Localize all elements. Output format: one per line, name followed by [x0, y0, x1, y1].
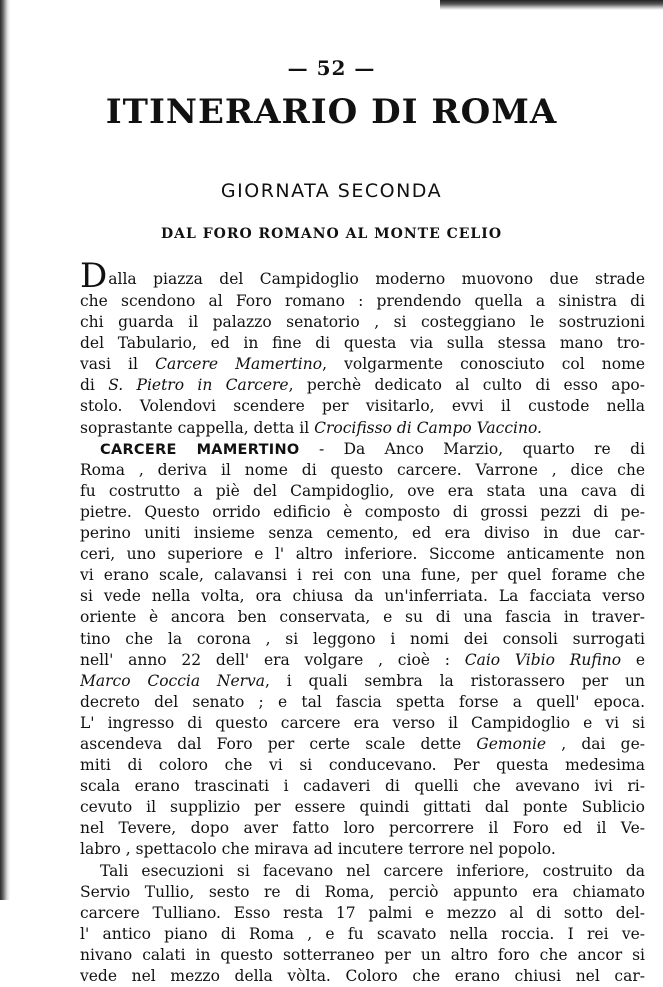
- page-number: — 52 —: [287, 56, 376, 80]
- text-line: Marco Coccia Nerva, i quali sembra la ristorassero per un: [80, 671, 645, 690]
- text-line: vi erano scale, calavansi i rei con una fune, per quel forame che: [80, 566, 645, 585]
- text-line: si vede nella volta, ora chiusa da un'inferriata. La facciata verso: [80, 587, 645, 606]
- drop-cap: D: [80, 261, 108, 291]
- text-line: che scendono al Foro romano : prendendo quella a sinistra di: [80, 292, 645, 310]
- text-line: soprastante cappella, detta il Crocifisso di Campo Vaccino.: [80, 418, 542, 437]
- page-edge-shadow: [0, 0, 10, 900]
- text-line: vasi il Carcere Mamertino, volgarmente conosciuto col nome: [80, 355, 645, 374]
- text-line: cevuto il supplizio per essere quindi gittati dal ponte Sublicio: [80, 798, 645, 817]
- text-line: Tali esecuzioni si facevano nel carcere inferiore, costruito da: [100, 861, 645, 880]
- text-line: chi guarda il palazzo senatorio , si costeggiano le sostruzioni: [80, 313, 645, 332]
- text-line: perino uniti insieme senza cemento, ed era diviso in due car-: [80, 524, 645, 543]
- text-line: fu costrutto a piè del Campidoglio, ove era stata una cava di: [80, 481, 645, 500]
- text-line: nell' anno 22 dell' era volgare , cioè : Caio Vibio Rufino e: [80, 650, 645, 669]
- text-line: l' antico piano di Roma , e fu scavato nella roccia. I rei ve-: [80, 924, 645, 943]
- text-line: vede nel mezzo della vòlta. Coloro che erano chiusi nel car-: [80, 967, 645, 985]
- text-line: di S. Pietro in Carcere, perchè dedicato al culto di esso apo-: [80, 376, 645, 395]
- page-title: ITINERARIO DI ROMA: [105, 92, 558, 132]
- text-line: carcere Tulliano. Esso resta 17 palmi e mezzo al di sotto del-: [80, 903, 645, 922]
- text-line: oriente è ancora ben conservata, e su di una fascia in traver-: [80, 608, 645, 627]
- text-line: Dalla piazza del Campidoglio moderno muovono due strade: [80, 261, 645, 291]
- text-line: miti di coloro che vi si conducevano. Per questa medesima: [80, 756, 645, 775]
- text-line: scala erano trascinati i cadaveri di quelli che avevano ivi ri-: [80, 777, 645, 796]
- text-line: labro , spettacolo che mirava ad incutere terrore nel popolo.: [80, 840, 556, 859]
- text-line: ceri, uno superiore e l' altro inferiore. Siccome anticamente non: [80, 545, 645, 564]
- text-line: pietre. Questo orrido edificio è composto di grossi pezzi di pe-: [80, 502, 645, 521]
- text-line: nel Tevere, dopo aver fatto loro percorrere il Foro ed il Ve-: [80, 819, 645, 838]
- body-text: [80, 261, 645, 987]
- section-heading: GIORNATA SECONDA: [220, 180, 443, 202]
- section-run-in-heading: CARCERE MAMERTINO: [100, 441, 300, 458]
- text-line: nivano calati in questo sotterraneo per un altro foro che ancor si: [80, 945, 645, 964]
- text-line: ascendeva dal Foro per certe scale dette Gemonie , dai ge-: [80, 734, 645, 753]
- page-edge-shadow-top: [440, 0, 663, 10]
- text-line: Servio Tullio, sesto re di Roma, perciò appunto era chiamato: [80, 882, 645, 901]
- text-line: tino che la corona , si leggono i nomi dei consoli surrogati: [80, 629, 645, 648]
- text-line: CARCERE MAMERTINO - Da Anco Marzio, quarto re di: [100, 439, 645, 458]
- text-line: L' ingresso di questo carcere era verso il Campidoglio e vi si: [80, 713, 645, 732]
- text-line: decreto del senato ; e tal fascia spetta forse a quell' epoca.: [80, 692, 645, 711]
- chapter-subheading: DAL FORO ROMANO AL MONTE CELIO: [160, 226, 503, 242]
- text-line: Roma , deriva il nome di questo carcere. Varrone , dice che: [80, 460, 645, 479]
- text-line: del Tabulario, ed in fine di questa via sulla stessa mano tro-: [80, 334, 645, 353]
- text-line: stolo. Volendovi scendere per visitarlo, evvi il custode nella: [80, 397, 645, 416]
